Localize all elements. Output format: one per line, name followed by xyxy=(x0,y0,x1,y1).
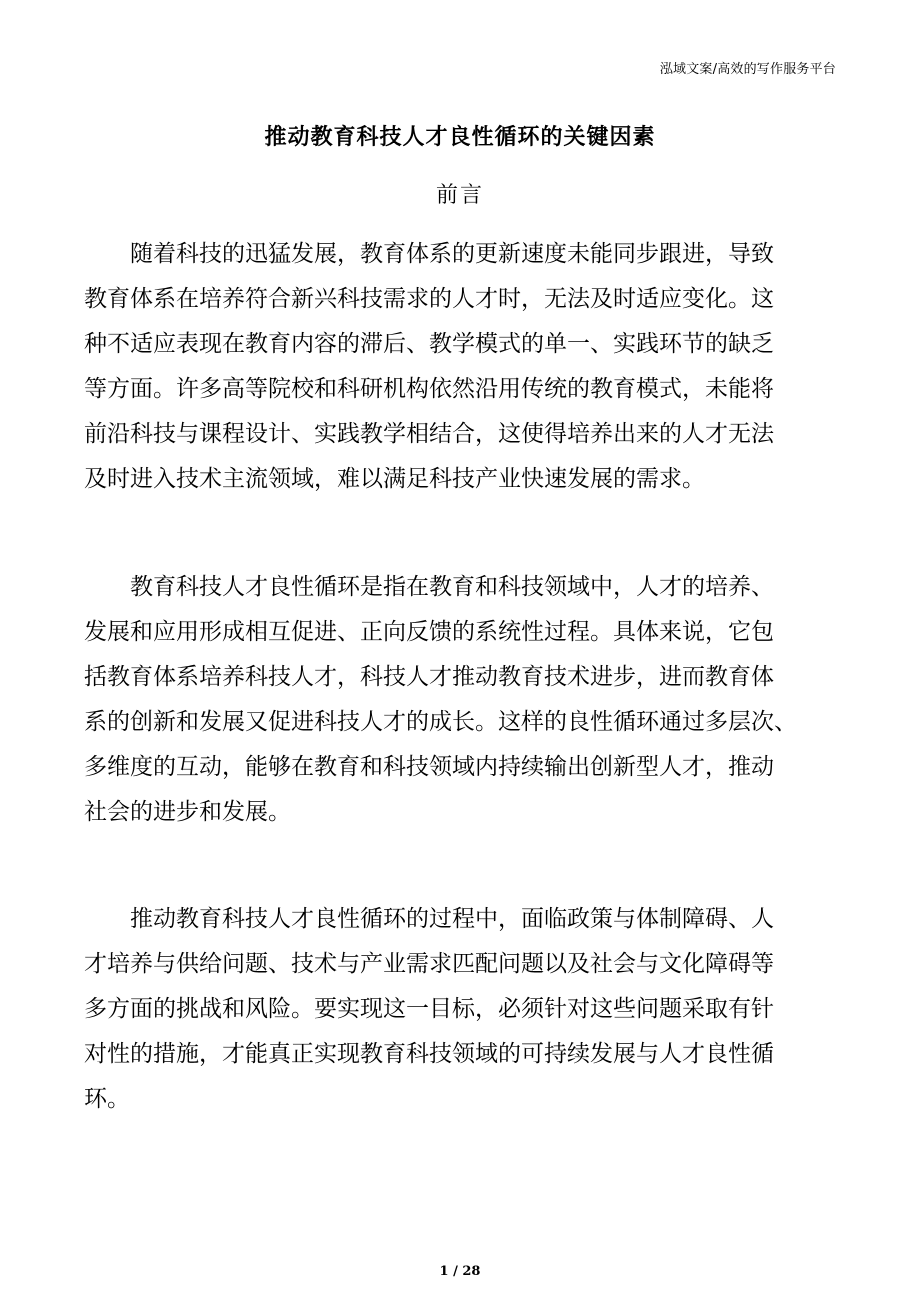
paragraph-line: 对性的措施，才能真正实现教育科技领域的可持续发展与人才良性循 xyxy=(84,1041,774,1067)
header-note: 泓域文案/高效的写作服务平台 xyxy=(659,62,836,77)
paragraph-line: 社会的进步和发展。 xyxy=(84,799,291,825)
paragraph-2 xyxy=(84,565,844,835)
paragraph-line: 才培养与供给问题、技术与产业需求匹配问题以及社会与文化障碍等 xyxy=(84,951,774,977)
paragraph-line: 多维度的互动，能够在教育和科技领域内持续输出创新型人才，推动 xyxy=(84,754,774,780)
paragraph-line: 推动教育科技人才良性循环的过程中，面临政策与体制障碍、人 xyxy=(84,906,774,932)
paragraph-line: 环。 xyxy=(84,1086,130,1112)
paragraph-line: 及时进入技术主流领域，难以满足科技产业快速发展的需求。 xyxy=(84,466,705,492)
paragraph-line: 种不适应表现在教育内容的滞后、教学模式的单一、实践环节的缺乏 xyxy=(84,331,774,357)
paragraph-line: 系的创新和发展又促进科技人才的成长。这样的良性循环通过多层次、 xyxy=(84,709,797,735)
paragraph-3 xyxy=(84,897,844,1122)
paragraph-line: 教育体系在培养符合新兴科技需求的人才时，无法及时适应变化。这 xyxy=(84,286,774,312)
paragraph-line: 多方面的挑战和风险。要实现这一目标，必须针对这些问题采取有针 xyxy=(84,996,774,1022)
paragraph-line: 等方面。许多高等院校和科研机构依然沿用传统的教育模式，未能将 xyxy=(84,376,774,402)
paragraph-line: 前沿科技与课程设计、实践教学相结合，这使得培养出来的人才无法 xyxy=(84,421,774,447)
paragraph-1 xyxy=(84,232,844,502)
document-title: 推动教育科技人才良性循环的关键因素 xyxy=(264,125,656,150)
paragraph-line: 括教育体系培养科技人才，科技人才推动教育技术进步，进而教育体 xyxy=(84,664,774,690)
paragraph-line: 教育科技人才良性循环是指在教育和科技领域中，人才的培养、 xyxy=(84,574,774,600)
page-number: 1 / 28 xyxy=(439,1264,481,1279)
paragraph-line: 随着科技的迅猛发展，教育体系的更新速度未能同步跟进，导致 xyxy=(84,241,774,267)
section-heading: 前言 xyxy=(435,183,484,208)
paragraph-line: 发展和应用形成相互促进、正向反馈的系统性过程。具体来说，它包 xyxy=(84,619,774,645)
